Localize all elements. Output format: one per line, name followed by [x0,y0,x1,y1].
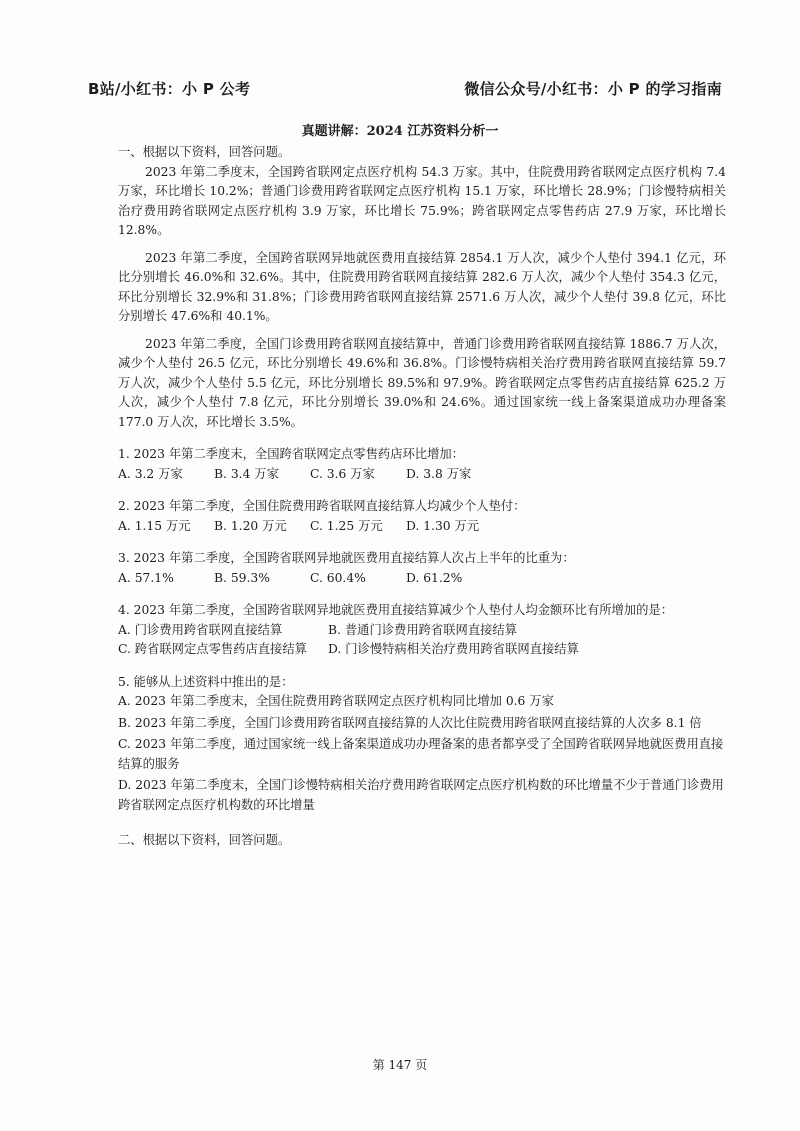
option-d: D. 门诊慢特病相关治疗费用跨省联网直接结算 [328,642,579,656]
option-b: B. 2023 年第二季度，全国门诊费用跨省联网直接结算的人次比住院费用跨省联网直接结算的人次多 8.1 倍 [118,715,702,730]
option-d: D. 61.2% [406,570,463,585]
option-c: C. 1.25 万元 [310,518,383,533]
page-header [88,78,722,99]
option-d: D. 1.30 万元 [406,518,480,533]
option-a: A. 门诊费用跨省联网直接结算 [118,622,283,637]
header-right: 微信公众号/小红书：小 P 的学习指南 [464,80,722,98]
page-number: 第 147 页 [372,1058,428,1072]
question-stem: 2. 2023 年第二季度，全国住院费用跨省联网直接结算人均减少个人垫付： [118,499,526,513]
question-stem: 3. 2023 年第二季度，全国跨省联网异地就医费用直接结算人次占上半年的比重为： [118,551,575,565]
options-row [118,621,726,641]
material-paragraph: 2023 年第二季度，全国跨省联网异地就医费用直接结算 2854.1 万人次，减少个人垫付 394.1 亿元，环比分别增长 46.0%和 32.6%。其中，住院费用跨省联网直接结算 282.6 万人次，减少个人垫付 354.3 亿元，环比分别增长 32.9%和 31.8%；门诊费用跨省联网直接结算 2571.6 万人次，减少个人垫付 39.8 亿元，环比分别增长 47.6%和 40.1%。 [118,250,726,323]
question-stem: 1. 2023 年第二季度末，全国跨省联网定点零售药店环比增加： [118,447,464,461]
section-2-heading: 二、根据以下资料，回答问题。 [118,833,291,847]
option-b: B. 3.4 万家 [214,466,279,481]
option-a: A. 3.2 万家 [118,466,183,481]
options-row [118,640,726,660]
option-a: A. 57.1% [118,570,174,585]
main-content [118,143,726,851]
option-c: C. 3.6 万家 [310,466,375,481]
question-2 [118,497,726,536]
option-c: C. 60.4% [310,570,366,585]
option-d: D. 3.8 万家 [406,466,472,481]
options-row [118,465,726,485]
page-title: 真题讲解：2024 江苏资料分析一 [301,124,499,139]
option-c: C. 2023 年第二季度，通过国家统一线上备案渠道成功办理备案的患者都享受了全国跨省联网异地就医费用直接结算的服务 [118,737,724,771]
option-a: A. 1.15 万元 [118,518,191,533]
option-d: D. 2023 年第二季度末，全国门诊慢特病相关治疗费用跨省联网定点医疗机构数的环比增量不少于普通门诊费用跨省联网定点医疗机构数的环比增量 [118,778,724,812]
question-4 [118,601,726,660]
options-row [118,569,726,589]
options-row [118,517,726,537]
question-5 [118,673,726,816]
option-b: B. 59.3% [214,570,270,585]
header-left: B站/小红书：小 P 公考 [88,80,251,98]
section-1-heading: 一、根据以下资料，回答问题。 [118,145,291,159]
question-stem: 4. 2023 年第二季度，全国跨省联网异地就医费用直接结算减少个人垫付人均金额环比有所增加的是： [118,603,674,617]
question-3 [118,549,726,588]
question-stem: 5. 能够从上述资料中推出的是： [118,674,294,689]
material-paragraph: 2023 年第二季度，全国门诊费用跨省联网直接结算中，普通门诊费用跨省联网直接结算 1886.7 万人次，减少个人垫付 26.5 亿元，环比分别增长 49.6%和 36.8%。门诊慢特病相关治疗费用跨省联网直接结算 59.7 万人次，减少个人垫付 5.5 亿元，环比分别增长 89.5%和 97.9%。跨省联网定点零售药店直接结算 625.2 万人次，减少个人垫付 7.8 亿元，环比分别增长 39.0%和 24.6%。通过国家统一线上备案渠道成功办理备案 177.0 万人次，环比增长 3.5%。 [118,336,726,429]
option-a: A. 2023 年第二季度末，全国住院费用跨省联网定点医疗机构同比增加 0.6 万家 [118,694,554,708]
option-b: B. 普通门诊费用跨省联网直接结算 [328,622,518,637]
option-b: B. 1.20 万元 [214,518,287,533]
option-c: C. 跨省联网定点零售药店直接结算 [118,642,307,656]
material-paragraph: 2023 年第二季度末，全国跨省联网定点医疗机构 54.3 万家。其中，住院费用跨省联网定点医疗机构 7.4 万家，环比增长 10.2%；普通门诊费用跨省联网定点医疗机构 15.1 万家，环比增长 28.9%；门诊慢特病相关治疗费用跨省联网定点医疗机构 3.9 万家，环比增长 75.9%；跨省联网定点零售药店 27.9 万家，环比增长 12.8%。 [118,164,726,237]
question-1 [118,445,726,484]
